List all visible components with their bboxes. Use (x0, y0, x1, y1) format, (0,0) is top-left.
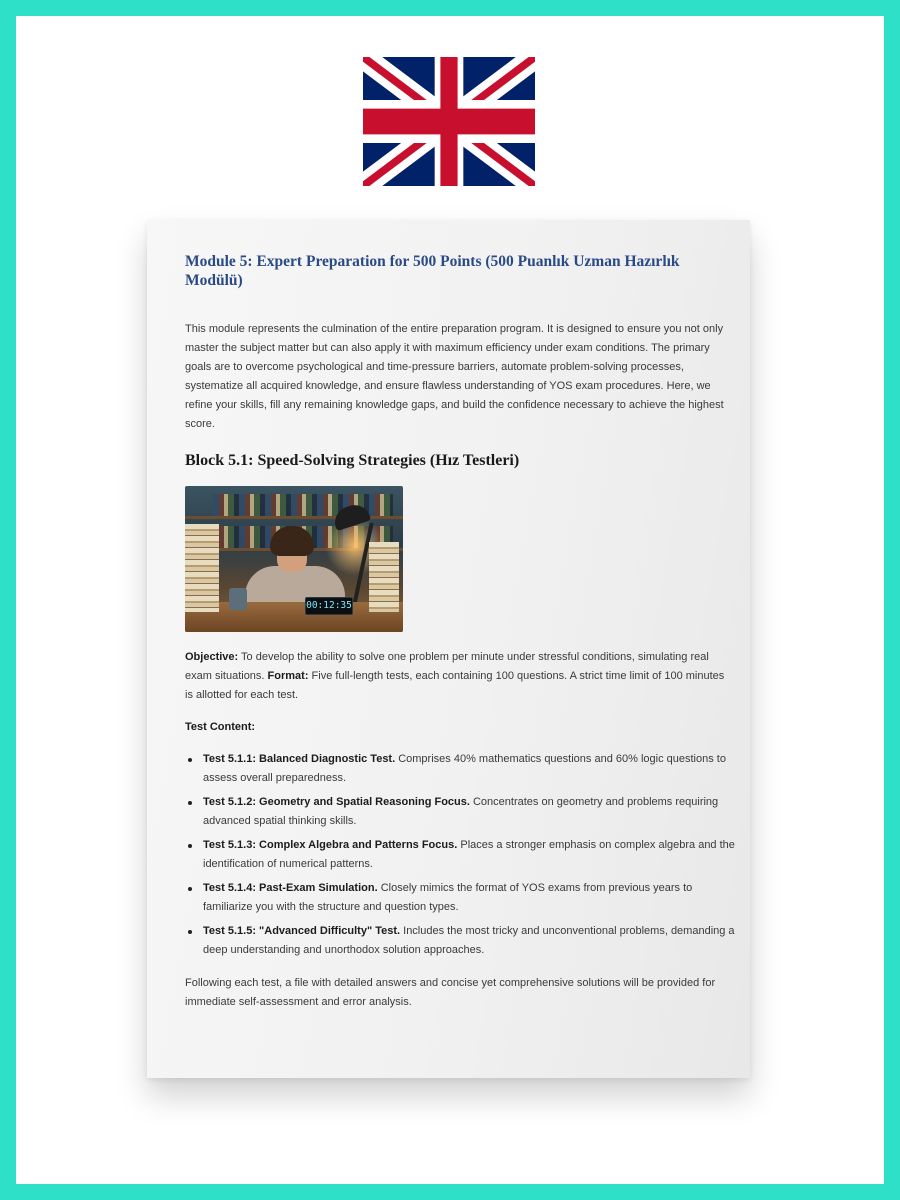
bullet-icon (188, 844, 192, 848)
test-description: Comprises 40% mathematics questions and 60% logic questions to assess overall preparedness. (203, 753, 726, 784)
objective-label: Objective: (185, 651, 239, 663)
list-item (185, 793, 735, 831)
format-text: Five full-length tests, each containing 100 questions. A strict time limit of 100 minutes is allotted for each test. (185, 670, 725, 701)
objective-text: To develop the ability to solve one problem per minute under stressful conditions, simulating real exam situations. (185, 651, 709, 682)
test-title: Test 5.1.1: Balanced Diagnostic Test. (203, 753, 396, 765)
list-item (185, 879, 735, 917)
test-title: Test 5.1.3: Complex Algebra and Patterns Focus. (203, 839, 458, 851)
closing-paragraph: Following each test, a file with detailed answers and concise yet comprehensive solutions will be provided for immediate self-assessment and error analysis. (185, 977, 716, 1008)
test-description: Concentrates on geometry and problems requiring advanced spatial thinking skills. (203, 796, 719, 827)
student-hair (270, 526, 314, 556)
intro-paragraph: This module represents the culmination of the entire preparation program. It is designed to ensure you not only master the subject matter but can also apply it with maximum efficiency under exam conditions. The primary goals are to overcome psychological and time-pressure barriers, automate problem-solving processes, systematize all acquired knowledge, and ensure flawless understanding of YOS exam procedures. Here, we refine your skills, fill any remaining knowledge gaps, and build the confidence necessary to achieve the highest score. (185, 323, 724, 430)
bullet-icon (188, 758, 192, 762)
test-description: Places a stronger emphasis on complex algebra and the identification of numerical patterns. (203, 839, 735, 870)
mug (229, 588, 247, 610)
test-title: Test 5.1.2: Geometry and Spatial Reasoning Focus. (203, 796, 470, 808)
objective-paragraph (185, 648, 735, 705)
block-title: Block 5.1: Speed-Solving Strategies (Hız Testleri) (185, 452, 520, 469)
bullet-icon (188, 930, 192, 934)
format-label: Format: (267, 670, 309, 682)
digital-timer: 00:12:35 (305, 597, 353, 615)
test-description: Closely mimics the format of YOS exams from previous years to familiarize you with the structure and question types. (203, 882, 693, 913)
list-item (185, 836, 735, 874)
uk-flag-icon (363, 57, 535, 186)
test-list (185, 750, 735, 960)
list-item (185, 922, 735, 960)
student-studying-photo (185, 486, 403, 632)
test-title: Test 5.1.5: "Advanced Difficulty" Test. (203, 925, 401, 937)
bullet-icon (188, 801, 192, 805)
module-title: Module 5: Expert Preparation for 500 Points (500 Puanlık Uzman Hazırlık Modülü) (185, 253, 680, 289)
test-content-heading: Test Content: (185, 721, 256, 733)
book-stack (369, 542, 399, 612)
list-item (185, 750, 735, 788)
document-page (147, 220, 750, 1078)
test-description: Includes the most tricky and unconventional problems, demanding a deep understanding and unorthodox solution approaches. (203, 925, 735, 956)
book-stack (185, 524, 219, 612)
test-title: Test 5.1.4: Past-Exam Simulation. (203, 882, 378, 894)
bullet-icon (188, 887, 192, 891)
